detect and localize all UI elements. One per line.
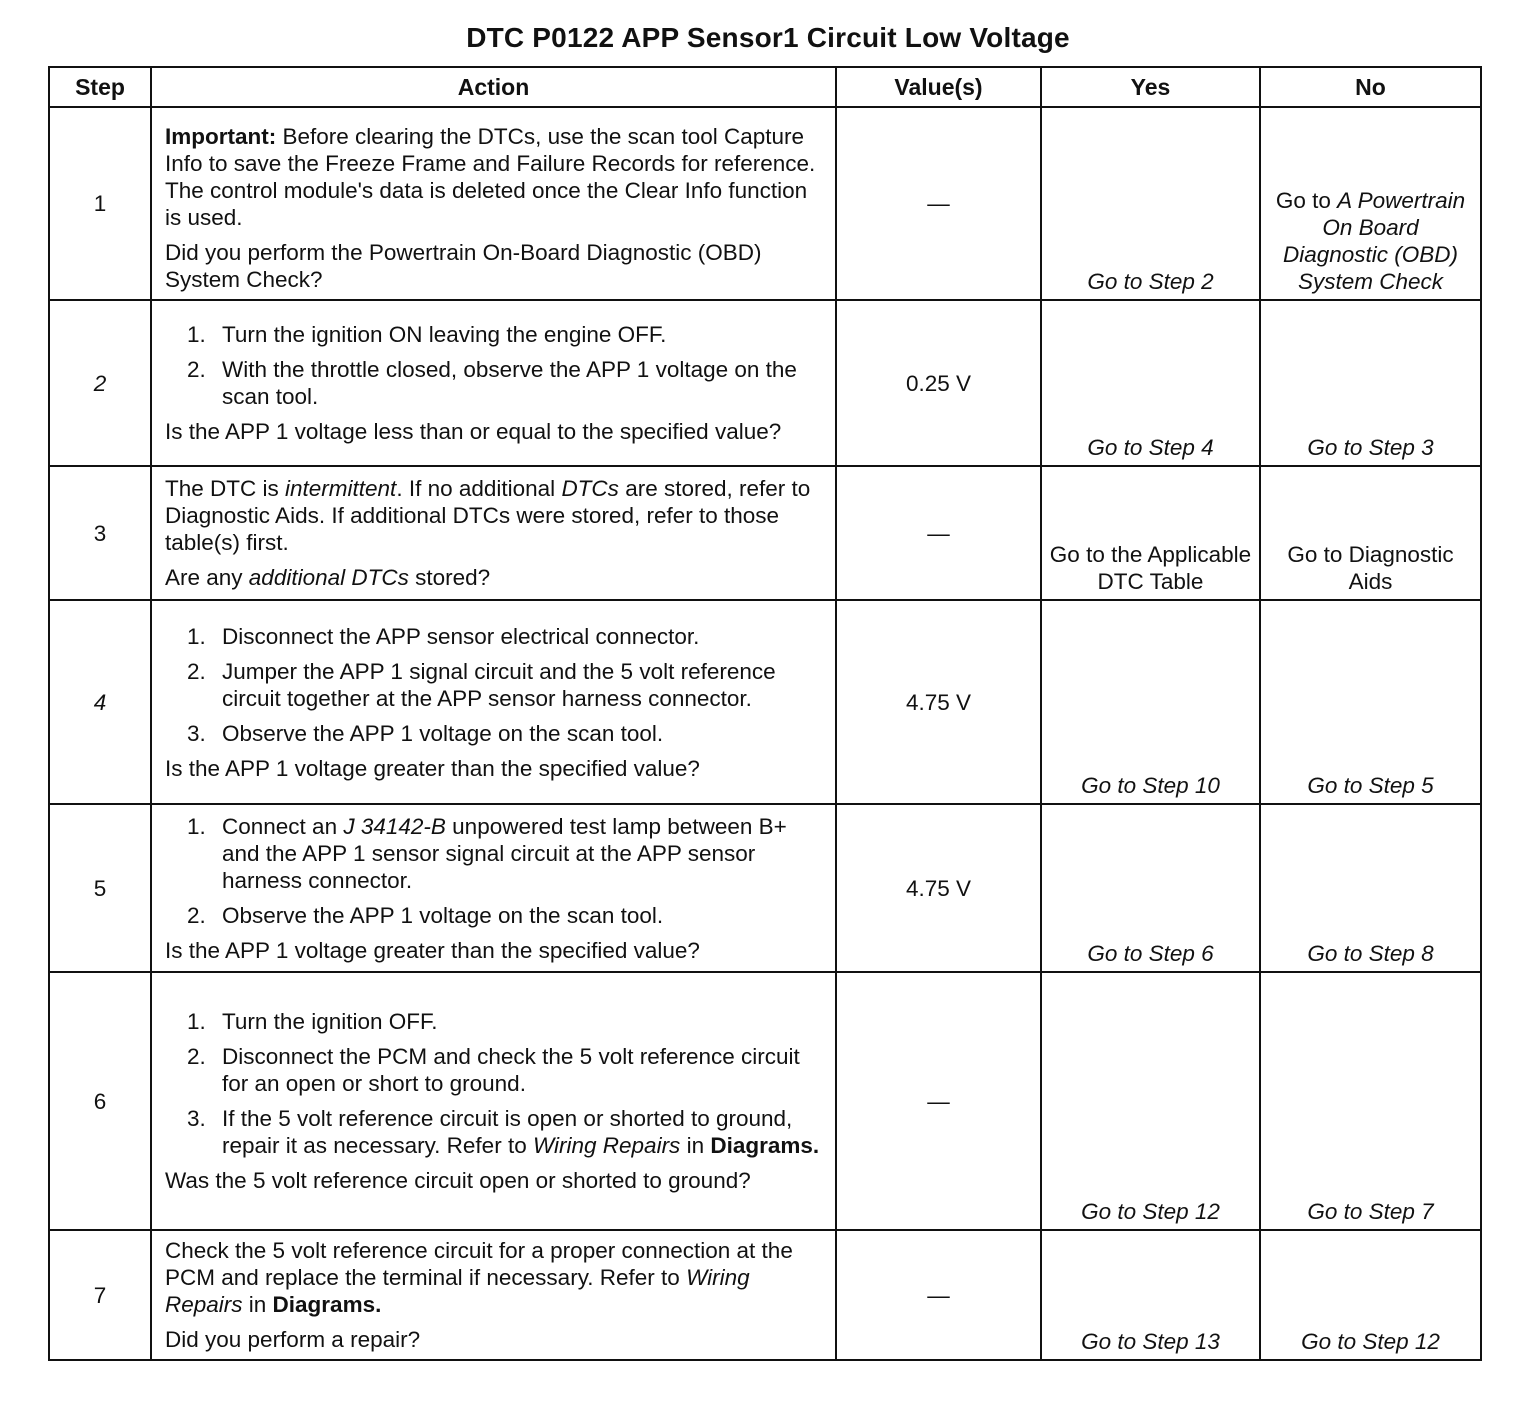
header-action: Action: [151, 67, 836, 107]
yes-link[interactable]: Go to Step 13: [1041, 1230, 1260, 1360]
no-link[interactable]: Go to Step 5: [1260, 600, 1481, 804]
action-list: [165, 1008, 825, 1159]
no-link[interactable]: Go to Diagnostic Aids: [1260, 466, 1481, 600]
value-cell: 4.75 V: [836, 600, 1041, 804]
question-text: Did you perform a repair?: [165, 1327, 421, 1352]
yes-link[interactable]: Go to Step 2: [1041, 107, 1260, 300]
action-cell: [151, 466, 836, 600]
action-list: [165, 813, 825, 929]
list-item: 1. Connect an J 34142-B unpowered test lamp between B+ and the APP 1 sensor signal circuit at the APP sensor harness connector.: [187, 813, 787, 893]
no-link-prefix: Go to: [1275, 188, 1338, 213]
table-row-step-4: [49, 600, 1481, 804]
table-row-step-3: [49, 466, 1481, 600]
value-cell: —: [836, 972, 1041, 1230]
value-cell: —: [836, 466, 1041, 600]
table-row-step-6: [49, 972, 1481, 1230]
header-no: No: [1260, 67, 1481, 107]
list-item: 2. Disconnect the PCM and check the 5 volt reference circuit for an open or short to ground.: [187, 1044, 800, 1096]
table-row-step-7: [49, 1230, 1481, 1360]
no-link[interactable]: A Powertrain On Board Diagnostic (OBD) System Check: [1282, 188, 1466, 294]
action-cell: [151, 107, 836, 300]
list-item: 1. Turn the ignition OFF.: [187, 1009, 438, 1034]
no-link[interactable]: Go to Step 12: [1260, 1230, 1481, 1360]
step-number: 6: [49, 972, 151, 1230]
value-cell: 4.75 V: [836, 804, 1041, 972]
diagnostic-table: [48, 66, 1482, 1361]
no-link[interactable]: Go to Step 7: [1260, 972, 1481, 1230]
no-cell[interactable]: [1260, 107, 1481, 300]
important-note: [165, 123, 825, 231]
no-link[interactable]: Go to Step 8: [1260, 804, 1481, 972]
wiring-repairs-link[interactable]: Wiring Repairs: [532, 1133, 681, 1158]
question-text: Is the APP 1 voltage greater than the specified value?: [165, 755, 700, 781]
action-cell: [151, 972, 836, 1230]
action-cell: [151, 300, 836, 466]
step-number: 7: [49, 1230, 151, 1360]
question-text: Was the 5 volt reference circuit open or shorted to ground?: [165, 1168, 751, 1193]
step-number: 5: [49, 804, 151, 972]
step-number: 3: [49, 466, 151, 600]
step-number: 1: [49, 107, 151, 300]
yes-link[interactable]: Go to the Applicable DTC Table: [1041, 466, 1260, 600]
value-cell: 0.25 V: [836, 300, 1041, 466]
action-text: Check the 5 volt reference circuit for a proper connection at the PCM and replace the terminal if necessary. Refer to Wiring Repairs in Diagrams.: [165, 1238, 793, 1317]
tool-reference: J 34142-B: [343, 813, 446, 839]
question-text: Is the APP 1 voltage greater than the specified value?: [165, 937, 700, 963]
step-number: 4: [49, 600, 151, 804]
yes-link[interactable]: Go to Step 4: [1041, 300, 1260, 466]
question-text: Are any additional DTCs stored?: [165, 565, 491, 590]
action-text: The DTC is intermittent. If no additional DTCs are stored, refer to Diagnostic Aids. If additional DTCs were stored, refer to those table(s) first.: [165, 476, 811, 555]
list-item: 3. If the 5 volt reference circuit is open or shorted to ground, repair it as necessary. Refer to Wiring Repairs in Diagrams.: [187, 1106, 820, 1158]
action-cell: [151, 1230, 836, 1360]
header-yes: Yes: [1041, 67, 1260, 107]
action-list: [165, 623, 825, 747]
action-cell: [151, 600, 836, 804]
yes-link[interactable]: Go to Step 12: [1041, 972, 1260, 1230]
header-step: Step: [49, 67, 151, 107]
table-row-step-1: [49, 107, 1481, 300]
page-title: DTC P0122 APP Sensor1 Circuit Low Voltage: [466, 22, 1070, 53]
value-cell: —: [836, 107, 1041, 300]
no-link[interactable]: Go to Step 3: [1260, 300, 1481, 466]
question-text: Did you perform the Powertrain On-Board Diagnostic (OBD) System Check?: [165, 239, 762, 292]
action-cell: [151, 804, 836, 972]
important-text: Before clearing the DTCs, use the scan tool Capture Info to save the Freeze Frame and Failure Records for reference. The control module's data is deleted once the Clear Info function is used.: [165, 123, 816, 230]
action-list: [165, 321, 825, 410]
wiring-repairs-link[interactable]: Wiring Repairs: [165, 1265, 750, 1317]
list-item: 2. Observe the APP 1 voltage on the scan tool.: [187, 902, 664, 928]
header-values: Value(s): [836, 67, 1041, 107]
list-item: 3. Observe the APP 1 voltage on the scan tool.: [187, 720, 664, 746]
diagrams-link[interactable]: Diagrams.: [272, 1292, 382, 1317]
yes-link[interactable]: Go to Step 6: [1041, 804, 1260, 972]
diagrams-link[interactable]: Diagrams.: [710, 1133, 820, 1158]
step-number: 2: [49, 300, 151, 466]
list-item: 1. Disconnect the APP sensor electrical connector.: [187, 623, 700, 649]
list-item: 1. Turn the ignition ON leaving the engine OFF.: [187, 322, 667, 347]
important-label: Important:: [165, 123, 277, 149]
value-cell: —: [836, 1230, 1041, 1360]
list-item: 2. With the throttle closed, observe the APP 1 voltage on the scan tool.: [187, 357, 797, 409]
question-text: Is the APP 1 voltage less than or equal to the specified value?: [165, 419, 782, 444]
table-row-step-2: [49, 300, 1481, 466]
yes-link[interactable]: Go to Step 10: [1041, 600, 1260, 804]
list-item: 2. Jumper the APP 1 signal circuit and the 5 volt reference circuit together at the APP sensor harness connector.: [187, 658, 776, 711]
table-row-step-5: [49, 804, 1481, 972]
header-row: [49, 67, 1481, 107]
